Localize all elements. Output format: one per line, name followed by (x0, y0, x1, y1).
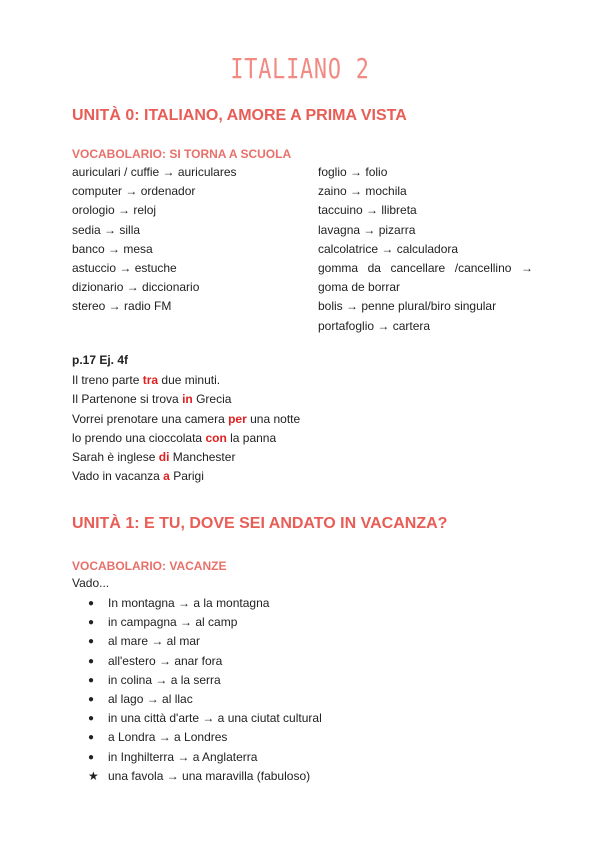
exercise-sentence: Vorrei prenotare una camera per una notte (72, 411, 301, 426)
unit-0-heading: UNITÀ 0: ITALIANO, AMORE A PRIMA VISTA (72, 107, 407, 124)
vocab-heading-scuola: VOCABOLARIO: SI TORNA A SCUOLA (72, 147, 292, 161)
unit-1-heading: UNITÀ 1: E TU, DOVE SEI ANDATO IN VACANZA? (72, 515, 448, 532)
vocab-item: foglio → folio (318, 165, 388, 179)
list-item: ● in campagna → al camp (88, 613, 322, 632)
vocab-item: bolis → penne plural/biro singular (318, 299, 497, 314)
exercise-sentence: Il Partenone si trova in Grecia (72, 392, 232, 407)
bullet-icon: ● (88, 598, 95, 609)
bullet-icon: ● (88, 636, 95, 648)
answer-highlight: a (163, 469, 170, 484)
answer-highlight: in (182, 392, 193, 407)
bullet-icon: ● (88, 617, 95, 629)
vocab-item: dizionario → diccionario (72, 280, 200, 295)
answer-highlight: di (158, 450, 170, 465)
document-title: ITALIANO 2 (230, 52, 370, 85)
vocab-item: calcolatrice → calculadora (318, 241, 459, 256)
bullet-icon: ● (88, 713, 95, 725)
vocab-heading-vacanze: VOCABOLARIO: VACANZE (72, 559, 227, 573)
vocab-list-left (72, 163, 237, 317)
vocab-item: taccuino → llibreta (318, 203, 417, 218)
star-icon: ★ (88, 768, 99, 783)
list-item: ● in Inghilterra → a Anglaterra (88, 748, 322, 767)
exercise-sentence: Vado in vacanza a Parigi (72, 469, 204, 484)
list-item-star: ★ una favola → una maravilla (fabuloso) (88, 767, 322, 786)
list-item: ● al mare → al mar (88, 632, 322, 651)
exercise-sentence: lo prendo una cioccolata con la panna (72, 430, 277, 445)
vocab-item: computer → ordenador (72, 184, 196, 199)
list-item: ● all'estero → anar fora (88, 652, 322, 671)
answer-highlight: con (205, 430, 227, 445)
vocab-item: lavagna → pizarra (318, 222, 416, 237)
vocab-item: astuccio → estuche (72, 261, 177, 276)
vocab-item: sedia → silla (72, 222, 141, 237)
bullet-icon: ● (88, 694, 95, 706)
intro-text: Vado... (72, 576, 110, 590)
vocab-item: auriculari / cuffie → auriculares (72, 165, 237, 179)
vocab-item: gomma da cancellare /cancellino → (318, 261, 533, 276)
exercise-list (72, 371, 300, 487)
vacation-list (88, 594, 322, 786)
vocab-item: portafoglio → cartera (318, 318, 431, 333)
bullet-icon: ● (88, 655, 95, 667)
vocab-item: goma de borrar (318, 280, 401, 295)
exercise-sentence: Il treno parte tra due minuti. (72, 373, 221, 387)
bullet-icon: ● (88, 732, 95, 744)
vocab-list-right (318, 163, 533, 336)
list-item: ● a Londra → a Londres (88, 728, 322, 747)
bullet-icon: ● (88, 751, 95, 763)
answer-highlight: tra (142, 373, 159, 387)
list-item: ● In montagna → a la montagna (88, 594, 322, 613)
vocab-item: zaino → mochila (318, 184, 407, 199)
list-item: ● in una città d'arte → a una ciutat cultural (88, 709, 322, 728)
answer-highlight: per (228, 411, 247, 426)
list-item: ● in colina → a la serra (88, 671, 322, 690)
vocab-item: banco → mesa (72, 241, 153, 256)
vocab-item: orologio → reloj (72, 203, 157, 218)
exercise-sentence: Sarah è inglese di Manchester (72, 450, 236, 465)
bullet-icon: ● (88, 674, 95, 686)
list-item: ● al lago → al llac (88, 690, 322, 709)
vocab-item: stereo → radio FM (72, 299, 172, 314)
exercise-label: p.17 Ej. 4f (72, 353, 129, 367)
